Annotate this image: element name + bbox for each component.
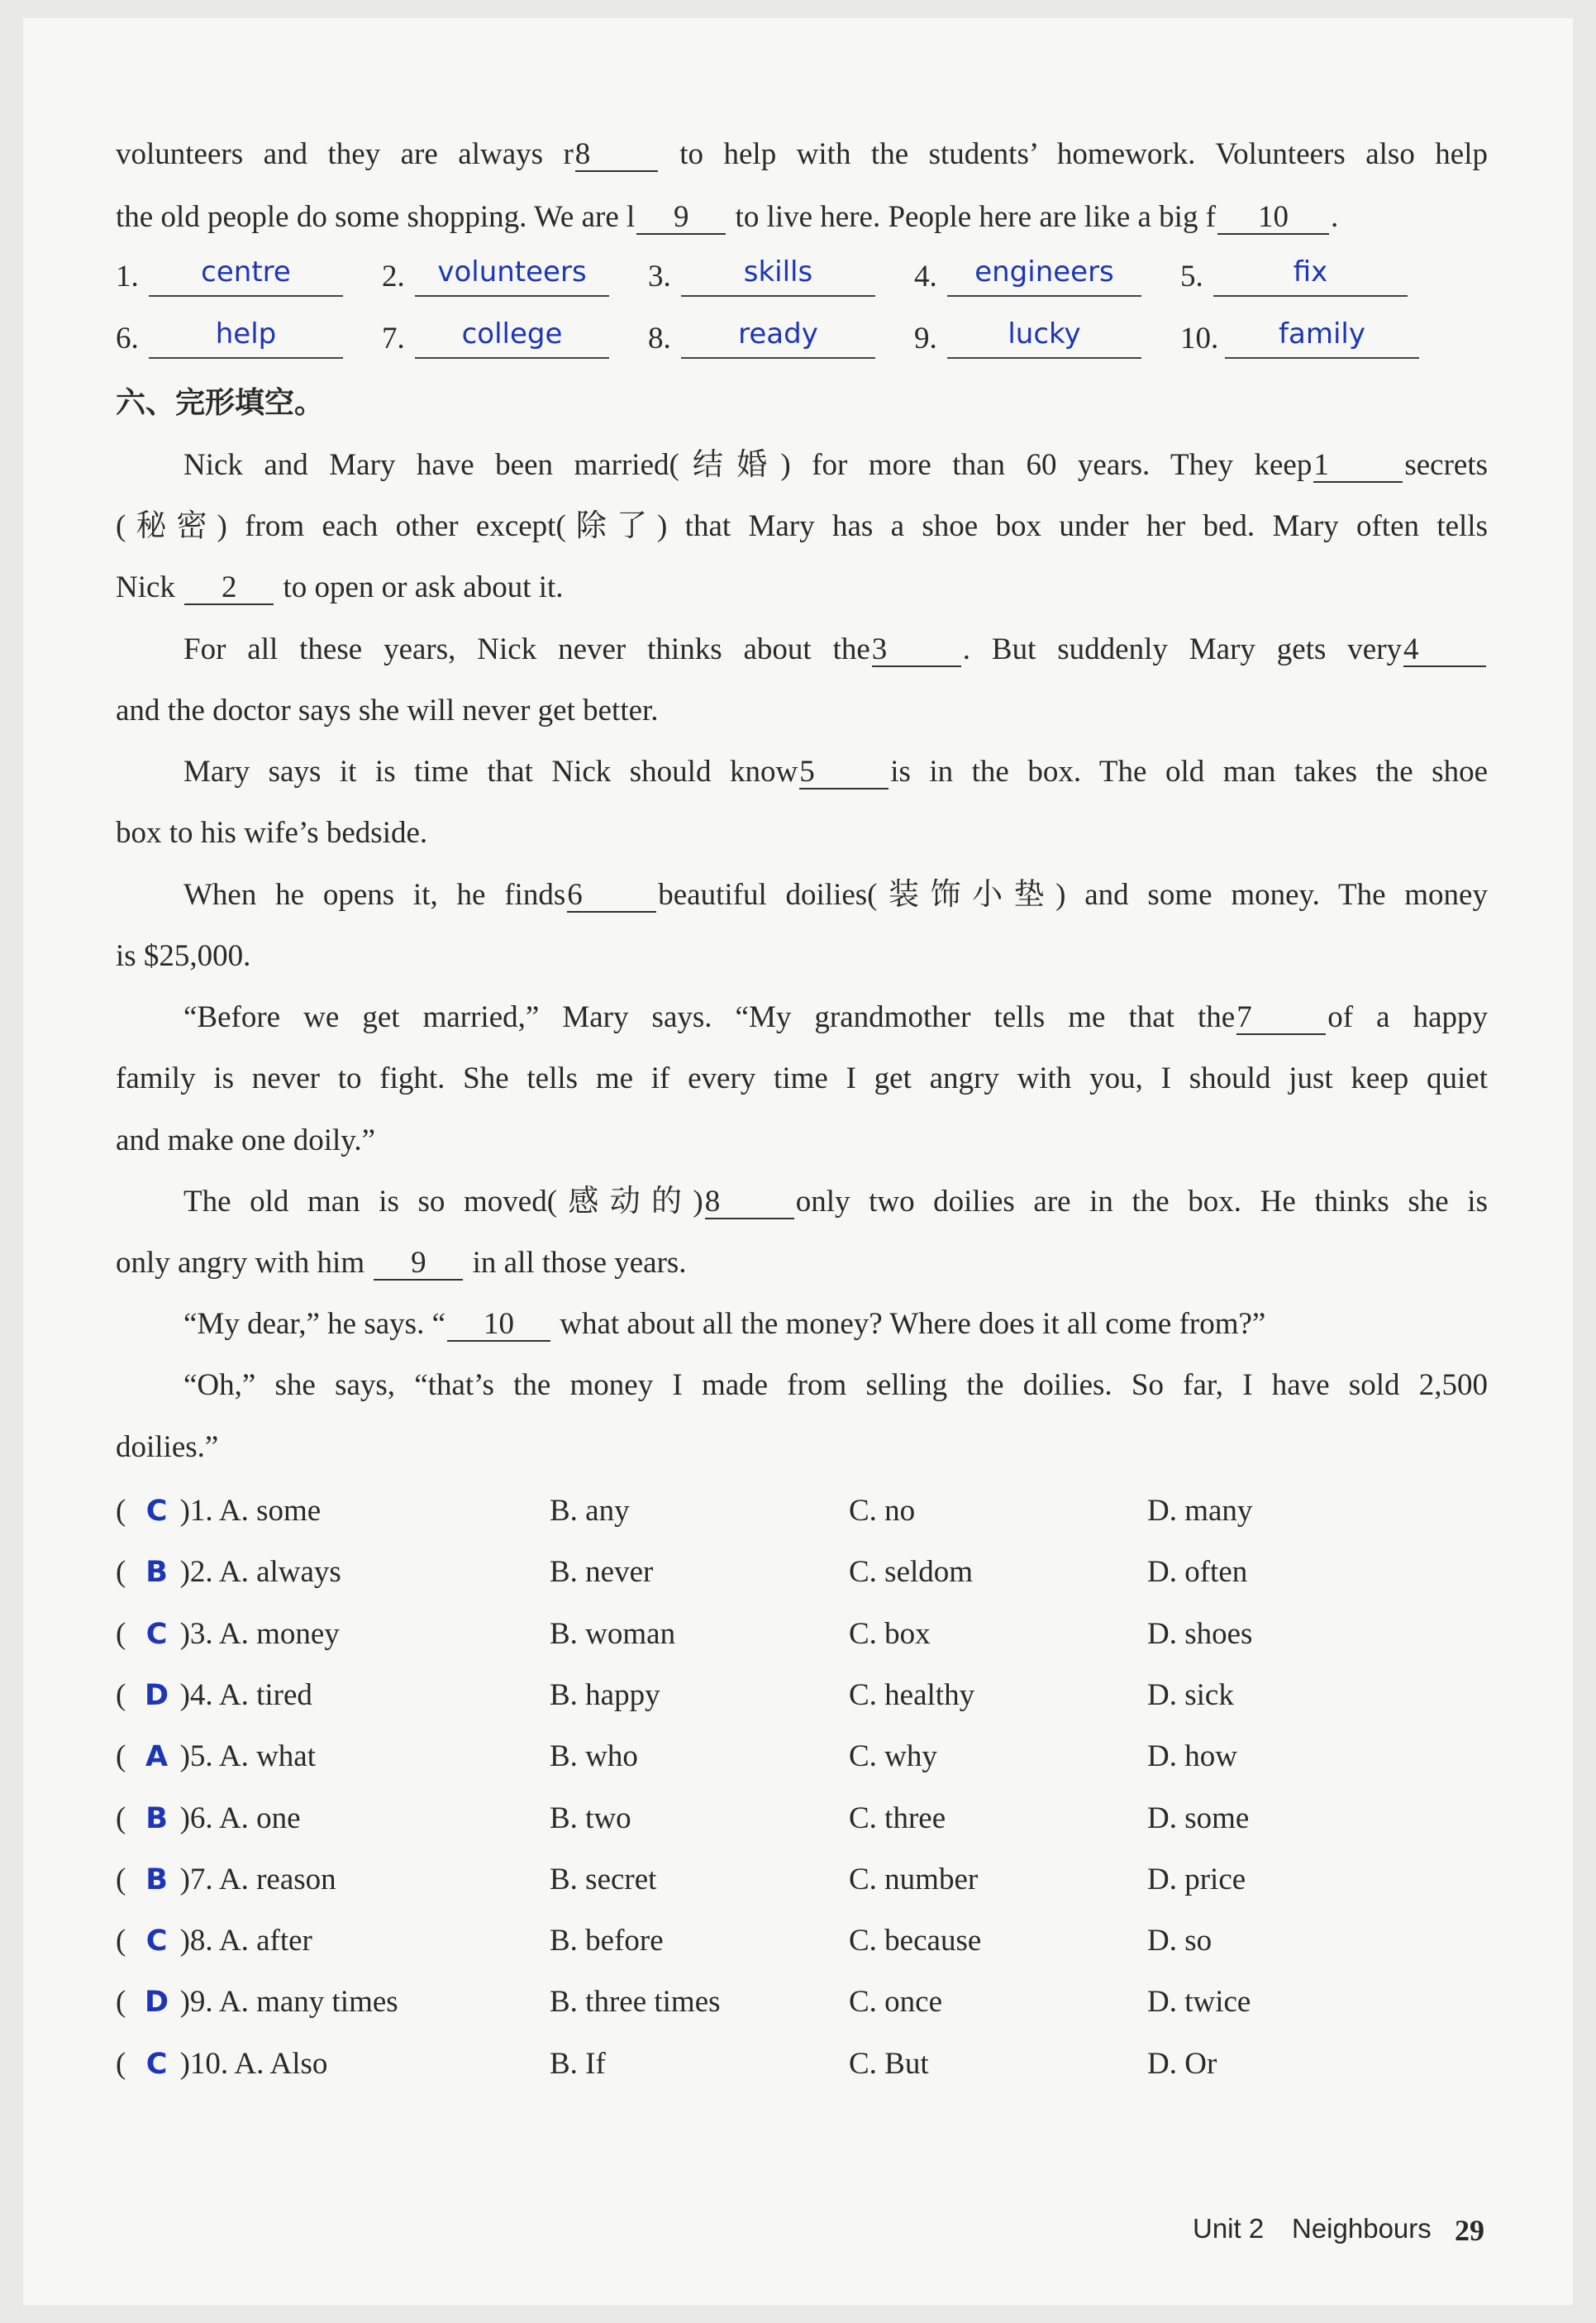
answer-line: [947, 357, 1141, 359]
answer-line: [1225, 357, 1419, 359]
text: in all those years.: [472, 1246, 687, 1280]
option-b: B. If: [550, 2046, 606, 2081]
answer-number: 10.: [1180, 322, 1219, 355]
question-row: [116, 1794, 1488, 1844]
option-d: D. how: [1147, 1739, 1237, 1774]
passage-line: is $25,000.: [116, 939, 251, 973]
text: Nick and Mary have been married(结婚) for more than 60 years. They keep: [183, 448, 1313, 482]
option-d: D. sick: [1147, 1677, 1234, 1712]
option-d: D. price: [1147, 1862, 1246, 1896]
workbook-page: [23, 18, 1573, 2305]
paren: (: [116, 1924, 134, 1958]
question-stem: [116, 1732, 316, 1782]
answer-choice: B: [145, 1863, 168, 1896]
blank-2: 2: [184, 572, 274, 605]
option-c: C. why: [849, 1739, 937, 1774]
blank-8: 8: [575, 139, 658, 172]
question-row: [116, 1610, 1488, 1659]
text: to open or ask about it.: [283, 570, 564, 604]
answer-word: engineers: [974, 255, 1114, 289]
paren: (: [116, 1555, 134, 1590]
answer-choice: C: [145, 1925, 168, 1958]
question-row: [116, 1486, 1488, 1536]
passage-line: box to his wife’s bedside.: [116, 816, 428, 850]
section-title: 六、完形填空。: [116, 386, 325, 420]
question-row: [116, 1671, 1488, 1720]
answer-choice: C: [145, 1495, 168, 1528]
answer-line: [681, 357, 875, 359]
question-row: [116, 1548, 1488, 1597]
option-c: C. once: [849, 1985, 943, 2020]
answer-line: [149, 295, 343, 297]
passage-line: [183, 446, 1488, 484]
text: the old people do some shopping. We are l: [116, 200, 636, 234]
option-d: D. shoes: [1147, 1616, 1253, 1651]
passage-line: doilies.”: [116, 1430, 219, 1464]
blank-9: 9: [636, 202, 726, 235]
text: only two doilies are in the box. He thinks she is: [795, 1185, 1488, 1219]
question-row: [116, 1977, 1488, 2027]
option-b: B. any: [550, 1494, 630, 1528]
question-row: [116, 1732, 1488, 1782]
text: For all these years, Nick never thinks about the: [183, 632, 870, 666]
text: . But suddenly Mary gets very: [962, 632, 1403, 666]
option-c: C. number: [849, 1862, 979, 1896]
option-b: B. woman: [550, 1616, 676, 1651]
text: “Before we get married,” Mary says. “My grandmother tells me that the: [183, 1000, 1236, 1034]
option-a: )8. A. after: [179, 1924, 312, 1958]
option-d: D. Or: [1147, 2046, 1217, 2081]
blank-7: 7: [1236, 1002, 1326, 1035]
option-c: C. seldom: [849, 1555, 974, 1590]
passage-line: [116, 1244, 687, 1282]
question-stem: [116, 1548, 341, 1597]
blank-3: 3: [872, 634, 961, 667]
question-stem: [116, 1916, 312, 1966]
option-c: C. three: [849, 1801, 946, 1835]
option-b: B. before: [550, 1924, 664, 1958]
answer-line: [149, 357, 343, 359]
top-paragraph-line-2: [116, 198, 1338, 236]
paren: (: [116, 2046, 134, 2081]
text: When he opens it, he finds: [183, 878, 566, 912]
option-a: )6. A. one: [179, 1801, 301, 1835]
text: .: [1331, 200, 1339, 234]
option-b: B. two: [550, 1801, 631, 1835]
blank-10: 10: [1217, 202, 1329, 235]
text: beautiful doilies(装饰小垫) and some money. The money: [658, 878, 1488, 912]
answer-number: 3.: [648, 260, 671, 293]
answer-number: 4.: [914, 260, 937, 293]
answer-choice: C: [145, 2047, 168, 2081]
page-number: 29: [1455, 2214, 1484, 2247]
answer-word: lucky: [1008, 317, 1081, 351]
option-c: C. because: [849, 1924, 982, 1958]
text: to help with the students’ homework. Volunteers also help: [679, 137, 1488, 171]
paren: (: [116, 1801, 134, 1835]
blank-5: 5: [799, 756, 889, 789]
option-c: C. But: [849, 2046, 929, 2081]
answers-row-1: [116, 255, 1488, 302]
passage-line: [183, 876, 1488, 914]
answer-word: fix: [1293, 255, 1328, 289]
passage-line: [116, 569, 564, 607]
paren: (: [116, 1494, 134, 1528]
text: what about all the money? Where does it all come from?”: [560, 1307, 1266, 1341]
option-b: B. three times: [550, 1985, 721, 2020]
text: secrets: [1404, 448, 1488, 482]
answer-choice: B: [145, 1556, 168, 1590]
answer-number: 2.: [382, 260, 405, 293]
question-stem: [116, 1855, 336, 1905]
passage-line: “Oh,” she says, “that’s the money I made from selling the doilies. So far, I have sold 2,500: [183, 1368, 1488, 1402]
answer-word: family: [1279, 317, 1365, 351]
option-c: C. healthy: [849, 1677, 975, 1712]
option-b: B. happy: [550, 1677, 660, 1712]
answer-word: volunteers: [437, 255, 587, 289]
passage-line: [183, 1305, 1265, 1343]
text: Mary says it is time that Nick should know: [183, 755, 798, 789]
question-stem: [116, 1610, 340, 1659]
text: volunteers and they are always r: [116, 137, 574, 171]
text: Nick: [116, 570, 175, 604]
answer-choice: A: [145, 1740, 169, 1774]
passage-line: [183, 753, 1488, 791]
question-row: [116, 2039, 1488, 2089]
question-stem: [116, 1977, 398, 2027]
option-c: C. no: [849, 1494, 916, 1528]
paren: (: [116, 1862, 134, 1896]
blank-10: 10: [447, 1309, 550, 1342]
question-row: [116, 1916, 1488, 1966]
footer-unit: Unit 2: [1193, 2213, 1265, 2244]
passage-line: (秘密) from each other except(除了) that Mary has a shoe box under her bed. Mary often tells: [116, 509, 1488, 543]
footer-title: Neighbours: [1292, 2213, 1432, 2244]
text: of a happy: [1327, 1000, 1488, 1034]
text: “My dear,” he says. “: [183, 1307, 445, 1341]
answer-choice: D: [145, 1678, 169, 1712]
answer-word: skills: [743, 255, 813, 289]
option-a: )7. A. reason: [179, 1862, 336, 1896]
answer-number: 7.: [382, 322, 405, 355]
option-b: B. who: [550, 1739, 638, 1774]
passage-line: [183, 1183, 1488, 1221]
option-d: D. often: [1147, 1555, 1248, 1590]
passage-line: and make one doily.”: [116, 1123, 376, 1157]
option-b: B. secret: [550, 1862, 657, 1896]
answer-line: [1213, 295, 1408, 297]
question-row: [116, 1855, 1488, 1905]
answer-word: help: [215, 317, 277, 351]
answer-number: 1.: [116, 260, 139, 293]
option-a: )4. A. tired: [179, 1677, 312, 1712]
paren: (: [116, 1616, 134, 1651]
text: is in the box. The old man takes the shoe: [890, 755, 1488, 789]
option-d: D. so: [1147, 1924, 1212, 1958]
option-a: )1. A. some: [179, 1494, 322, 1528]
text: to live here. People here are like a big f: [735, 200, 1217, 234]
answer-choice: D: [145, 1986, 169, 2020]
question-stem: [116, 1671, 312, 1720]
paren: (: [116, 1985, 134, 2020]
answer-choice: B: [145, 1801, 168, 1835]
text: only angry with him: [116, 1246, 365, 1280]
option-a: )5. A. what: [179, 1739, 317, 1774]
blank-9: 9: [374, 1247, 463, 1281]
text: The old man is so moved(感动的): [183, 1185, 703, 1219]
passage-line: [183, 999, 1488, 1037]
answer-number: 8.: [648, 322, 671, 355]
paren: (: [116, 1677, 134, 1712]
paren: (: [116, 1739, 134, 1774]
question-stem: [116, 1794, 301, 1844]
option-a: )9. A. many times: [179, 1985, 398, 2020]
option-d: D. some: [1147, 1801, 1250, 1835]
passage-line: [183, 631, 1488, 669]
answer-number: 9.: [914, 322, 937, 355]
option-d: D. twice: [1147, 1985, 1251, 2020]
option-a: )2. A. always: [179, 1555, 341, 1590]
option-c: C. box: [849, 1616, 931, 1651]
passage-line: family is never to fight. She tells me if every time I get angry with you, I should just keep quiet: [116, 1061, 1488, 1095]
answer-line: [681, 295, 875, 297]
answer-choice: C: [145, 1617, 168, 1651]
answer-number: 6.: [116, 322, 139, 355]
blank-8: 8: [705, 1186, 794, 1219]
answer-word: ready: [738, 317, 818, 351]
answer-word: college: [461, 317, 563, 351]
answer-word: centre: [201, 255, 291, 289]
blank-6: 6: [567, 880, 656, 913]
top-paragraph-line-1: [116, 136, 1488, 174]
question-stem: [116, 2039, 327, 2089]
question-stem: [116, 1486, 321, 1536]
answer-line: [415, 357, 609, 359]
option-a: )10. A. Also: [179, 2046, 328, 2081]
answer-line: [947, 295, 1141, 297]
answers-row-2: [116, 317, 1488, 364]
blank-1: 1: [1313, 450, 1403, 483]
blank-4: 4: [1403, 634, 1486, 667]
answer-number: 5.: [1180, 260, 1203, 293]
option-b: B. never: [550, 1555, 654, 1590]
option-a: )3. A. money: [179, 1616, 340, 1651]
answer-line: [415, 295, 609, 297]
option-d: D. many: [1147, 1494, 1253, 1528]
passage-line: and the doctor says she will never get better.: [116, 694, 659, 727]
